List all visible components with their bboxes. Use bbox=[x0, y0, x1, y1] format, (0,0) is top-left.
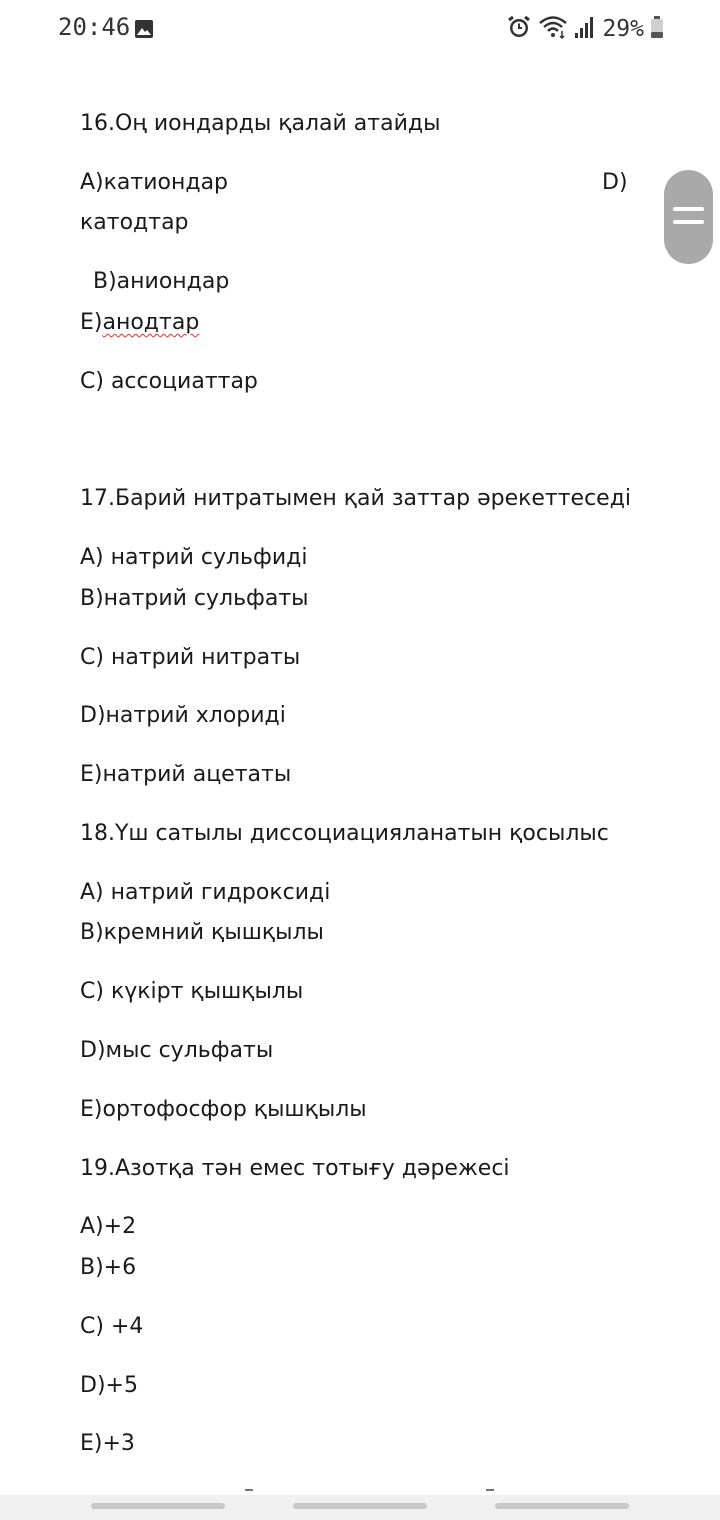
question-title: 18.Үш сатылы диссоциацияланатын қосылыс bbox=[80, 821, 609, 846]
option-b: В)натрий сульфаты bbox=[80, 586, 309, 611]
option-b: В)+6 bbox=[80, 1255, 137, 1280]
option-a: А)+2 bbox=[80, 1214, 137, 1239]
option-d-prefix: D) bbox=[602, 170, 628, 195]
option-e: Е)+3 bbox=[80, 1431, 135, 1456]
option-b: В)кремний қышқылы bbox=[80, 920, 324, 945]
status-time: 20:46 bbox=[58, 13, 131, 41]
page-indicator-bar[interactable] bbox=[91, 1503, 225, 1509]
option-e bbox=[80, 309, 199, 337]
option-e-prefix: Е) bbox=[80, 310, 103, 335]
option-d: D)мыс сульфаты bbox=[80, 1038, 274, 1063]
cut-off-text-fragment bbox=[245, 1489, 253, 1493]
option-d: D)+5 bbox=[80, 1373, 138, 1398]
option-a: А) натрий гидроксиді bbox=[80, 880, 331, 905]
question-title: 16.Оң иондарды қалай атайды bbox=[80, 111, 441, 136]
option-c: С) натрий нитраты bbox=[80, 645, 301, 670]
option-c: С) ассоциаттар bbox=[80, 369, 258, 394]
cut-off-text-fragment bbox=[486, 1489, 494, 1493]
option-e: Е)натрий ацетаты bbox=[80, 762, 292, 787]
option-c: С) күкірт қышқылы bbox=[80, 979, 304, 1004]
option-e: Е)ортофосфор қышқылы bbox=[80, 1097, 367, 1122]
option-a: А)катиондар bbox=[80, 170, 229, 195]
option-d: D)натрий хлориді bbox=[80, 703, 286, 728]
option-a: А) натрий сульфиді bbox=[80, 545, 308, 570]
question-title: 17.Барий нитратымен қай заттар әрекеттеседі bbox=[80, 486, 632, 511]
option-e-text: анодтар bbox=[102, 310, 200, 335]
grip-line-icon bbox=[673, 220, 704, 224]
option-c: С) +4 bbox=[80, 1314, 144, 1339]
page-indicator-bar[interactable] bbox=[495, 1503, 629, 1509]
option-d-text: катодтар bbox=[80, 210, 189, 235]
battery-percentage: 29% bbox=[602, 16, 644, 42]
question-title: 19.Азотқа тән емес тотығу дәрежесі bbox=[80, 1156, 510, 1181]
scroll-handle[interactable] bbox=[664, 170, 713, 264]
option-b: В)аниондар bbox=[93, 269, 230, 294]
page-indicator-bar[interactable] bbox=[293, 1503, 427, 1509]
grip-line-icon bbox=[673, 207, 704, 211]
